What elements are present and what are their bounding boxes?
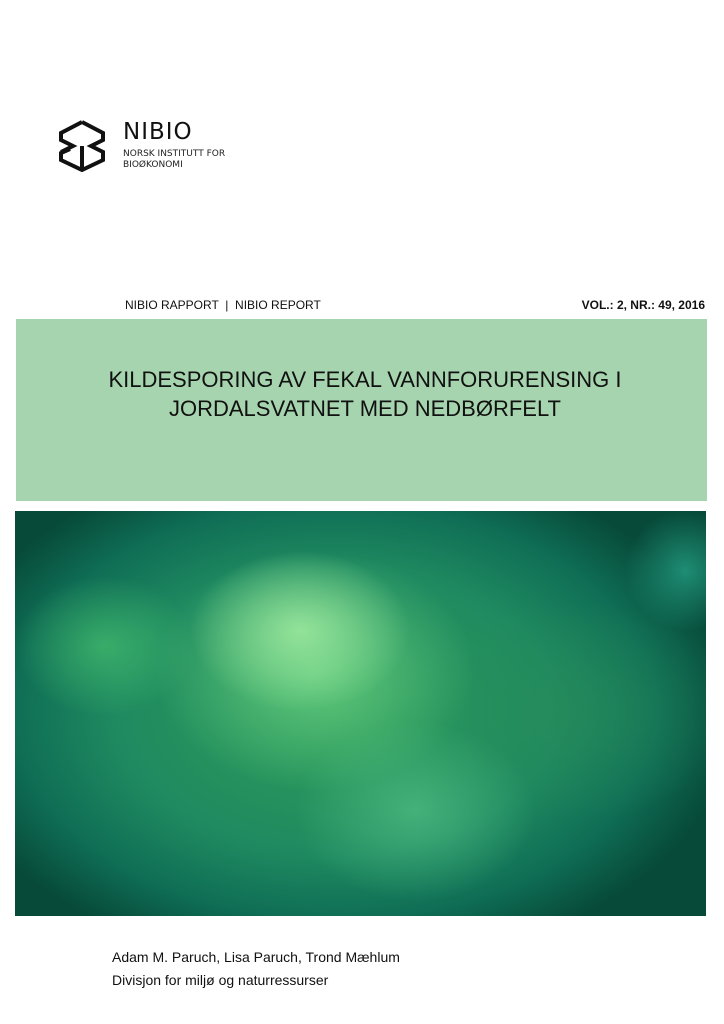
report-title: KILDESPORING AV FEKAL VANNFORURENSING I JORDALSVATNET MED NEDBØRFELT [108, 367, 622, 421]
cover-image [15, 511, 706, 916]
division: Divisjon for miljø og naturressurser [112, 972, 329, 988]
author-block [112, 946, 400, 992]
nibio-logo-icon [58, 120, 106, 172]
report-series: NIBIO RAPPORT | NIBIO REPORT [125, 298, 321, 312]
logo-name: NIBIO [123, 119, 193, 145]
volume-number: VOL.: 2, NR.: 49, 2016 [581, 298, 705, 312]
authors: Adam M. Paruch, Lisa Paruch, Trond Mæhlum [112, 949, 400, 965]
logo-subtitle: NORSK INSTITUTT FOR BIOØKONOMI [123, 149, 226, 170]
nibio-logo [58, 120, 243, 172]
logo-text [123, 120, 243, 171]
